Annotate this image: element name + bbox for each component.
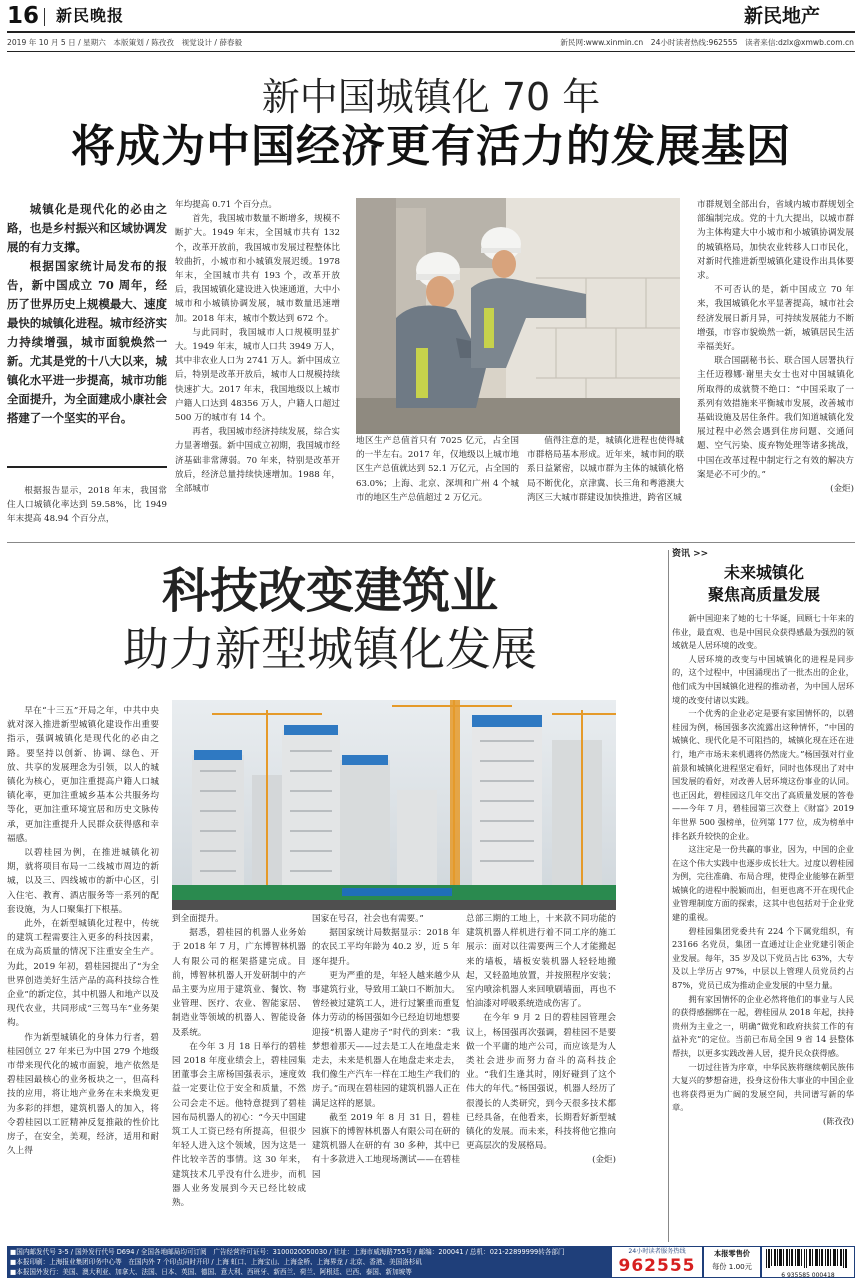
sidebar-tag: 资讯 >> <box>672 549 709 559</box>
story1-column-4 <box>527 434 684 532</box>
workers-photo-image <box>356 198 680 434</box>
price-value: 每份 1.00元 <box>712 1262 752 1271</box>
story1-kicker: 新中国城镇化 70 年 <box>261 75 601 119</box>
story1-paragraph: 值得注意的是，城镇化进程也使得城市群格局基本形成。近年来，城市间的联系日益紧密，以城市群为主体的城镇化格局不断优化，京津冀、长三角和粤港澳大湾区三大城市群建设加快推进，跨省区城 <box>527 436 684 503</box>
hotline-box <box>612 1247 702 1277</box>
sidebar-paragraph: 新中国迎来了她的七十华诞，回顾七十年来的伟业，最直观、也是中国民众获得感最为强烈的领域就是人居环境的改变。 <box>672 613 854 651</box>
story2-headline-line2: 助力新型城镇化发展 <box>123 622 537 676</box>
story1-lead <box>7 200 167 460</box>
price-label: 本报零售价 <box>714 1249 750 1258</box>
story1-lead-paragraph-2: 根据国家统计局发布的报告，新中国成立 70 周年，经历了世界历史上规模最大、速度最快的城镇化进程。城市经济实力持续增强，城市面貌焕然一新。尤其是党的十八大以来，城镇化水平进一步提高，城市功能全面提升，为全面建成小康社会搭建了一个坚实的平台。 <box>7 259 167 425</box>
story1-paragraph: 与此同时，我国城市人口规模明显扩大。1949 年末，城市人口共 3949 万人，其中非农业人口为 2741 万人。新中国成立后，特别是改革开放后，城市人口规模持续快速扩大。2017 年末，我国地级以上城市户籍人口达到 48356 万人，户籍人口超过 500 万的城市有 14 个。 <box>175 327 340 424</box>
story2-paragraph: 据国家统计局数据显示：2018 年的农民工平均年龄为 40.2 岁，近 5 年逐年提升。 <box>312 928 460 967</box>
story2-paragraph: 早在“十三五”开局之年，中共中央就对深入推进新型城镇化建设作出重要指示，强调城镇化是现代化的必由之路。要坚持以创新、协调、绿色、开放、共享的发展理念为引领，以人的城镇化为核心，更加注重提高户籍人口城镇化率，更加注重城乡基本公共服务均等化，更加注重环境宜居和历史文脉传承，更加注重提升人民群众获得感和幸福感。 <box>7 706 159 844</box>
sidebar-title-line2: 聚焦高质量发展 <box>707 585 820 604</box>
story2-column-3 <box>312 912 460 1242</box>
story2-paragraph: 作为新型城镇化的身体力行者，碧桂园创立 27 年来已为中国 279 个地级市带来现代化的城市面貌，地产依然是碧桂园最核心的业务板块之一，但高科技的应用，将让地产业务在未来焕发更为多彩的拌想，建筑机器人的加入，将令碧桂园以工匠精神反复推敲的性价比房子，在安全，美观，经济，适用和耐久上得 <box>7 1032 159 1157</box>
story1-column-2 <box>175 198 340 532</box>
story2-paragraph: 截至 2019 年 8 月 31 日，碧桂园旗下的博智林机器人有限公司在研的建筑机器人在研的有 30 多种，其中已有十多款进入工地现场测试——在碧桂园 <box>312 1112 460 1180</box>
story2-paragraph: 在今年 3 月 18 日举行的碧桂园 2018 年度业绩会上，碧桂园集团董事会主席杨国强表示，速度效益一定要让位于安全和质量，不然公司会走不远。他特意提到了碧桂园布局机器人的初心：“今天中国建筑工人工资已经有所提高，但很少年轻人进入这个领域，因为这是一件比较辛苦的事情。这 30 年来，建筑技术几乎没有什么进步，而机器人业务发展到今天已经比较成熟。 <box>172 1041 306 1209</box>
story2-paragraph: 到全面提升。 <box>172 914 224 924</box>
story2-headline-line1: 科技改变建筑业 <box>161 563 498 619</box>
story1-paragraph: 年均提高 0.71 个百分点。 <box>175 200 277 210</box>
hotline-label: 24小时读者服务热线 <box>628 1248 686 1255</box>
masthead-divider-icon <box>44 8 45 26</box>
contact-line: 新民网:www.xinmin.cn 24小时读者热线:962555 读者来信:dzlx@xmwb.com.cn <box>560 38 854 47</box>
story1-paragraph: 市群规划全部出台，省域内城市群规划全部编制完成。党的十九大提出，以城市群为主体构建大中小城市和小城镇协调发展的城镇格局，加快农业转移人口市民化，对新时代推进新型城镇化建设作出具体要求。 <box>697 200 854 282</box>
footer-line-3: ■本报国外发行：美国、澳大利亚、加拿大、法国、日本、英国、德国、意大利、西班牙、新西兰、荷兰、阿根廷、巴西、泰国、新加坡等 <box>10 1268 412 1276</box>
story2-paragraph: 国家在号召，社会也有需要。” <box>312 914 424 924</box>
footer-line-2: ■本报印刷：上海报业集团印务中心等 在国内外 7 个印点同时开印 / 上海 虹口、上海宝山、上海金桥、上海界龙 / 北京、香港、美国洛杉矶 <box>10 1258 422 1266</box>
masthead-subrule <box>7 51 855 52</box>
footer-line-1: ■国内邮发代号 3-5 / 国外发行代号 D694 / 全国各地邮局均可订阅 广告经营许可证号：3100020050030 / 社址：上海市威海路755号 / 邮编：200041 / 总机：021-22899999转各部门 <box>10 1248 565 1256</box>
towers-photo <box>172 700 616 910</box>
story2-signature: (金炬) <box>592 1155 616 1166</box>
story1-lead-rule <box>7 466 167 468</box>
barcode-number: 6 935585 000418 <box>781 1272 835 1279</box>
story2-paragraph: 总部三期的工地上，十来款不同功能的建筑机器人样机进行着不同工序的施工展示：面对以往需要两三个人才能搬起来的墙板，墙板安装机器人轻轻地搬起，又轻盈地放置，并按照程序安装；室内喷涂机器人来回喷刷墙面，再也不怕油漆对呼吸系统造成伤害了。 <box>466 914 616 1010</box>
story1-column-3 <box>356 434 519 532</box>
story1-paragraph: 地区生产总值首只有 7025 亿元，占全国的一半左右。2017 年，仅地级以上城市地区生产总值就达到 52.1 万亿元，占全国的 63.0%；上海、北京、深圳和广州 4 个城市的地区生产总值超过 2 万亿元。 <box>356 436 519 503</box>
story2-paragraph: 此外，在新型城镇化过程中，传统的建筑工程需要注入更多的科技因素，在成为高质量的情况下注重安全生产。为此，2019 年初，碧桂园提出了“为全世界创造美好生活产品的高科技综合性企业”的新定位，其中机器人和地产以及现代农业，共同形成“三驾马车”业务架构。 <box>7 919 159 1029</box>
page-number: 16 <box>7 3 40 29</box>
story1-paragraph: 联合国副秘书长、联合国人居署执行主任迈穆娜·谢里夫女士也对中国城镇化所取得的成就赞不绝口：“中国采取了一系列有效措施来平衡城市发展，改善城市基础设施及居住条件。我们知道城镇化发展过程中必然会遇到住房问题、交通问题、空气污染、废弃物处理等诸多挑战，中国在改革过程中制定行之有效的解决方案是必不可少的。” <box>697 356 854 480</box>
story1-paragraph: 不可否认的是，新中国成立 70 年来，我国城镇化水平显著提高，城市社会经济发展日新月异，可持续发展能力不断增强，市容市貌焕然一新，城镇居民生活幸福美好。 <box>697 285 854 353</box>
story2-column-4 <box>466 912 616 1242</box>
barcode-box <box>762 1247 854 1277</box>
story2-paragraph: 据悉，碧桂园的机器人业务始于 2018 年 7 月，广东博智林机器人有限公司的框架搭建完成。目前，博智林机器人开发研制中的产品主要为应用于建筑业、餐饮、物业管理、医疗、农业、智能家居、制造业等领域的机器人、智能设备及系统。 <box>172 928 306 1038</box>
paper-name: 新民晚报 <box>56 6 125 25</box>
story1-signature: (金炬) <box>830 484 854 495</box>
story2-paragraph: 在今年 9 月 2 日的碧桂园管理会议上，杨国强再次强调，碧桂园不是要做一个平庸的地产公司，而应该是为人类社会进步而努力奋斗的高科技企业。“我们生逢其时，刚好碰到了这个伟大的年代。”杨国强说，机器人经历了很漫长的人类研究，到今天很多技术都已经具备，在他看来，长期看好新型城镇化的发展。而未来，科技将他它推向更高层次的发展格局。 <box>466 1013 616 1152</box>
hotline-number: 962555 <box>618 1256 696 1276</box>
story1-column-1 <box>7 484 167 532</box>
sidebar-paragraph: 碧桂园集团党委共有 224 个下属党组织，有 23166 名党员，集团一直通过让企业党建引领企业发展。每年，35 岁及以下党员占比 63%，大专及以上学历占 97%，中层以上管理人员党员约占 87%，党员已成为推动企业发展的中坚力量。 <box>672 925 854 991</box>
towers-photo-image <box>172 700 616 910</box>
sidebar-signature: (陈孜孜) <box>823 1115 854 1126</box>
workers-photo <box>356 198 680 434</box>
story2-column-2 <box>172 912 306 1242</box>
story2-paragraph: 更为严重的是，年轻人越来越少从事建筑行业，导致用工缺口不断加大。曾经被过建筑工人，进行过繁重而重复体力劳动的杨国强如今已经迫切地想要迎接“机器人建房子”时代的到来：“我梦想着那天——过去是工人在地盘走来走去，未来是机器人在地盘走来走去，我们像生产汽车一样在工地生产我们的房子。”而现在碧桂园的建筑机器人正在满足这样的愿景。 <box>312 970 460 1109</box>
sidebar-paragraph: 一切过往皆为序章，中华民族将继续朝民族伟大复兴的梦想奋进，投身这份伟大事业的中国企业也将获得更为广阔的发展空间，共同谱写新的华章。 <box>672 1061 854 1113</box>
story1-paragraph: 再者，我国城市经济持续发展，综合实力显著增强。新中国成立初期，我国城市经济基础非常薄弱。70 年来，特别是改革开放后，经济总量持续快速增加。1988 年，全部城市 <box>175 427 340 495</box>
story2-top-rule <box>7 542 855 543</box>
date-line: 2019 年 10 月 5 日 / 星期六 本版策划 / 陈孜孜 视觉设计 / 薛春毅 <box>7 38 243 47</box>
story1-paragraph: 首先，我国城市数量不断增多，规模不断扩大。1949 年末，全国城市共有 132 个，改革开放前，我国城市发展过程整体比较曲折，小城市和小城镇发展迟缓。1978 年末，全国城市共有 193 个，改革开放后，我国城镇化建设进入快速通道，大中小城市和小城镇协调发展，城市数量迅速增加。2018 年末，城市个数达到 672 个。 <box>175 214 340 324</box>
story1-headline: 将成为中国经济更有活力的发展基因 <box>71 121 791 172</box>
price-box <box>704 1247 760 1277</box>
sidebar-body <box>672 612 854 1242</box>
story2-paragraph: 以碧桂园为例，在推进城镇化初期，就将项目布局一二线城市周边的新城，以及三、四线城市的新中心区，引入住宅、教育、酒店服务等一系列的配套设施，为人口聚集打下根基。 <box>7 848 159 915</box>
sidebar-paragraph: 一个优秀的企业必定是要有家国情怀的，以碧桂园为例，杨国强多次流露出这种情怀，“中国的城镇化、现代化是不可阻挡的，城镇化现在还在进行，地产市场未来机遇将仍然庞大。”杨国强对行业前景和城镇化进程坚定看好，同时也体现出了对中国发展的看好，对改善人居环境这份事业的认同。也正因此，碧桂园这几年交出了高质量发展的答卷——今年 7 月，碧桂园第三次登上《财富》2019 年世界 500 强榜单，位列第 177 位，成为榜单中排名跃升较快的企业。 <box>672 708 854 841</box>
section-name: 新民地产 <box>744 5 821 27</box>
footer-text-block <box>10 1247 606 1277</box>
story1-column-5 <box>697 198 854 532</box>
sidebar-paragraph: 人居环境的改变与中国城镇化的进程是同步的，这个过程中，中国涌现出了一批杰出的企业，他们成为中国城镇化进程的推动者，为中国人居环境的改变付诸以实践。 <box>672 653 854 705</box>
story1-paragraph: 根据报告显示，2018 年末，我国常住人口城镇化率达到 59.58%，比 1949 年末提高 48.94 个百分点， <box>7 486 167 525</box>
story2-column-1 <box>7 704 159 1242</box>
sidebar-title-line1: 未来城镇化 <box>723 563 804 582</box>
sidebar-paragraph: 拥有家国情怀的企业必然将他们的事业与人民的获得感捆绑在一起，碧桂园从 2018 年起，扶持贵州为主业之一，明确“做党和政府扶贫工作的有益补充”的定位。当前已布局全国 9 省 14 县整体帮扶，以更多实践改善人居，提升民众获得感。 <box>672 993 854 1058</box>
sidebar-paragraph: 这注定是一份共赢的事业，因为，中国的企业在这个伟大实践中也逐步成长壮大。过度以碧桂园为例，完往准确、布局合理，使得企业能够在新型城镇化的进程中脱颖而出，但更也离不开在现代企业管理制度方面的探索，这其中也包括对于企业党建的重视。 <box>672 844 854 923</box>
masthead-rule <box>7 31 855 33</box>
story1-lead-paragraph-1: 城镇化是现代化的必由之路，也是乡村振兴和区域协调发展的有力支撑。 <box>7 202 167 254</box>
barcode-icon <box>762 1247 854 1268</box>
